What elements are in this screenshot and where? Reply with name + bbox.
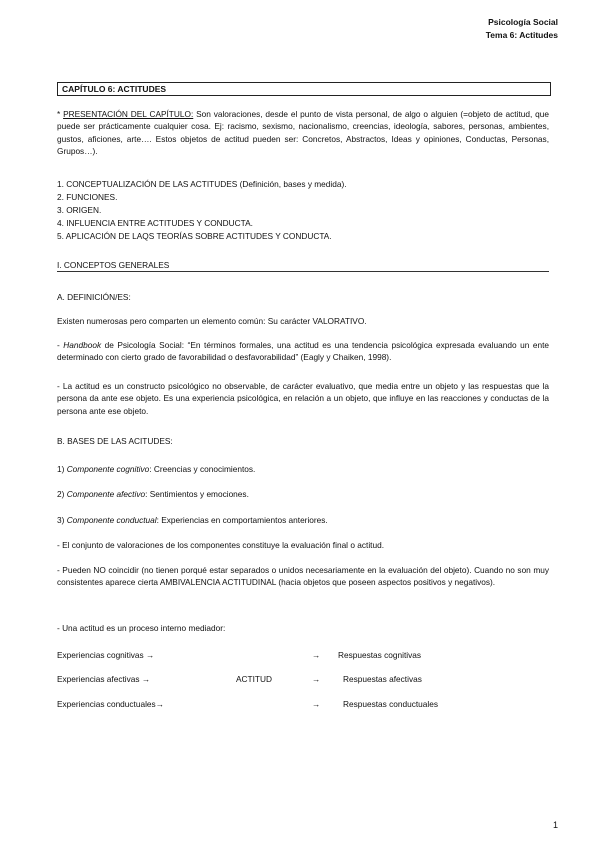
component-description: : Experiencias en comportamientos anteriores. [156,515,328,525]
component-name: Componente conductual [66,515,157,525]
handbook-definition [57,339,549,364]
header-topic: Tema 6: Actitudes [485,30,558,40]
outline-item: 1. CONCEPTUALIZACIÓN DE LAS ACTITUDES (Definición, bases y medida). [57,179,347,189]
component-description: : Creencias y conocimientos. [149,464,256,474]
diagram-output: Respuestas afectivas [343,674,422,684]
diagram-input: Experiencias conductuales→ [57,699,164,709]
chapter-outline [57,178,549,243]
definition-heading: A. DEFINICIÓN/ES: [57,292,131,302]
page-number: 1 [552,819,558,830]
ambivalence-paragraph: - Pueden NO coincidir (no tienen porqué estar separados o unidos necesariamente en la evaluación del objeto). Cuando no son muy consistentes aparece cierta AMBIVALENCIA ACTITUDINAL (hacia objetos que poseen aspectos positivos y negativos). [57,565,549,588]
component-item [57,514,549,526]
chapter-title: CAPÍTULO 6: ACTITUDES [57,82,551,96]
presentation-bullet: * [57,109,64,119]
component-number: 2) [57,489,67,499]
handbook-title: Handbook [63,340,102,350]
diagram-arrow: → [312,699,321,709]
outline-item: 3. ORIGEN. [57,205,102,215]
presentation-paragraph [57,108,549,158]
outline-item: 5. APLICACIÓN DE LAQS TEORÍAS SOBRE ACTITUDES Y CONDUCTA. [57,231,332,241]
component-name: Componente afectivo [66,489,146,499]
diagram-input: Experiencias afectivas → [57,674,151,684]
mediator-intro: - Una actitud es un proceso interno mediador: [57,623,226,633]
component-item [57,463,549,475]
diagram-center-attitude: ACTITUD [236,674,272,684]
construct-paragraph: - La actitud es un constructo psicológico no observable, de carácter evaluativo, que media entre un objeto y las respuestas que la persona da ante ese objeto. Es una experiencia psicológica, en relación a un objeto, que influye en las reacciones y conductas de la persona ante ese objeto. [57,381,549,416]
component-name: Componente cognitivo [66,464,150,474]
handbook-text: de Psicología Social: “En términos formales, una actitud es una tendencia psicológica expresada evaluando un ente determinado con cierto grado de favorabilidad o desfavorabilidad” (Eagly y Chaiken, 1998). [57,340,549,363]
header-course: Psicología Social [488,17,558,27]
component-number: 1) [57,464,67,474]
diagram-arrow: → [312,650,321,660]
component-number: 3) [57,515,67,525]
component-description: : Sentimientos y emociones. [145,489,249,499]
diagram-input: Experiencias cognitivas → [57,650,155,660]
diagram-output: Respuestas cognitivas [338,650,422,660]
component-item [57,488,549,500]
running-header [486,16,558,42]
section-heading: I. CONCEPTOS GENERALES [57,260,549,272]
components-note: - El conjunto de valoraciones de los componentes constituye la evaluación final o actitud. [57,540,385,550]
bases-heading: B. BASES DE LAS ACITUDES: [57,436,173,446]
diagram-output: Respuestas conductuales [343,699,439,709]
outline-item: 4. INFLUENCIA ENTRE ACTITUDES Y CONDUCTA. [57,218,253,228]
diagram-arrow: → [312,674,321,684]
definition-intro: Existen numerosas pero comparten un elemento común: Su carácter VALORATIVO. [57,316,367,326]
presentation-text: Son valoraciones, desde el punto de vista personal, de algo o alguien (=objeto de actitud, que puede ser prácticamente cualquier cosa. Ej: racismo, sexismo, nacionalismo, creencias, ideología, sabores, personas, ambientes, gustos, aficiones, arte…. Estos objetos de actitud pueden ser: Concretos, Abstractos, Ideas y opiniones, Conductas, Personas, Grupos…). [57,109,549,157]
outline-item: 2. FUNCIONES. [57,192,118,202]
presentation-label: PRESENTACIÓN DEL CAPÍTULO: [63,109,194,119]
handbook-prefix: - [57,340,64,350]
